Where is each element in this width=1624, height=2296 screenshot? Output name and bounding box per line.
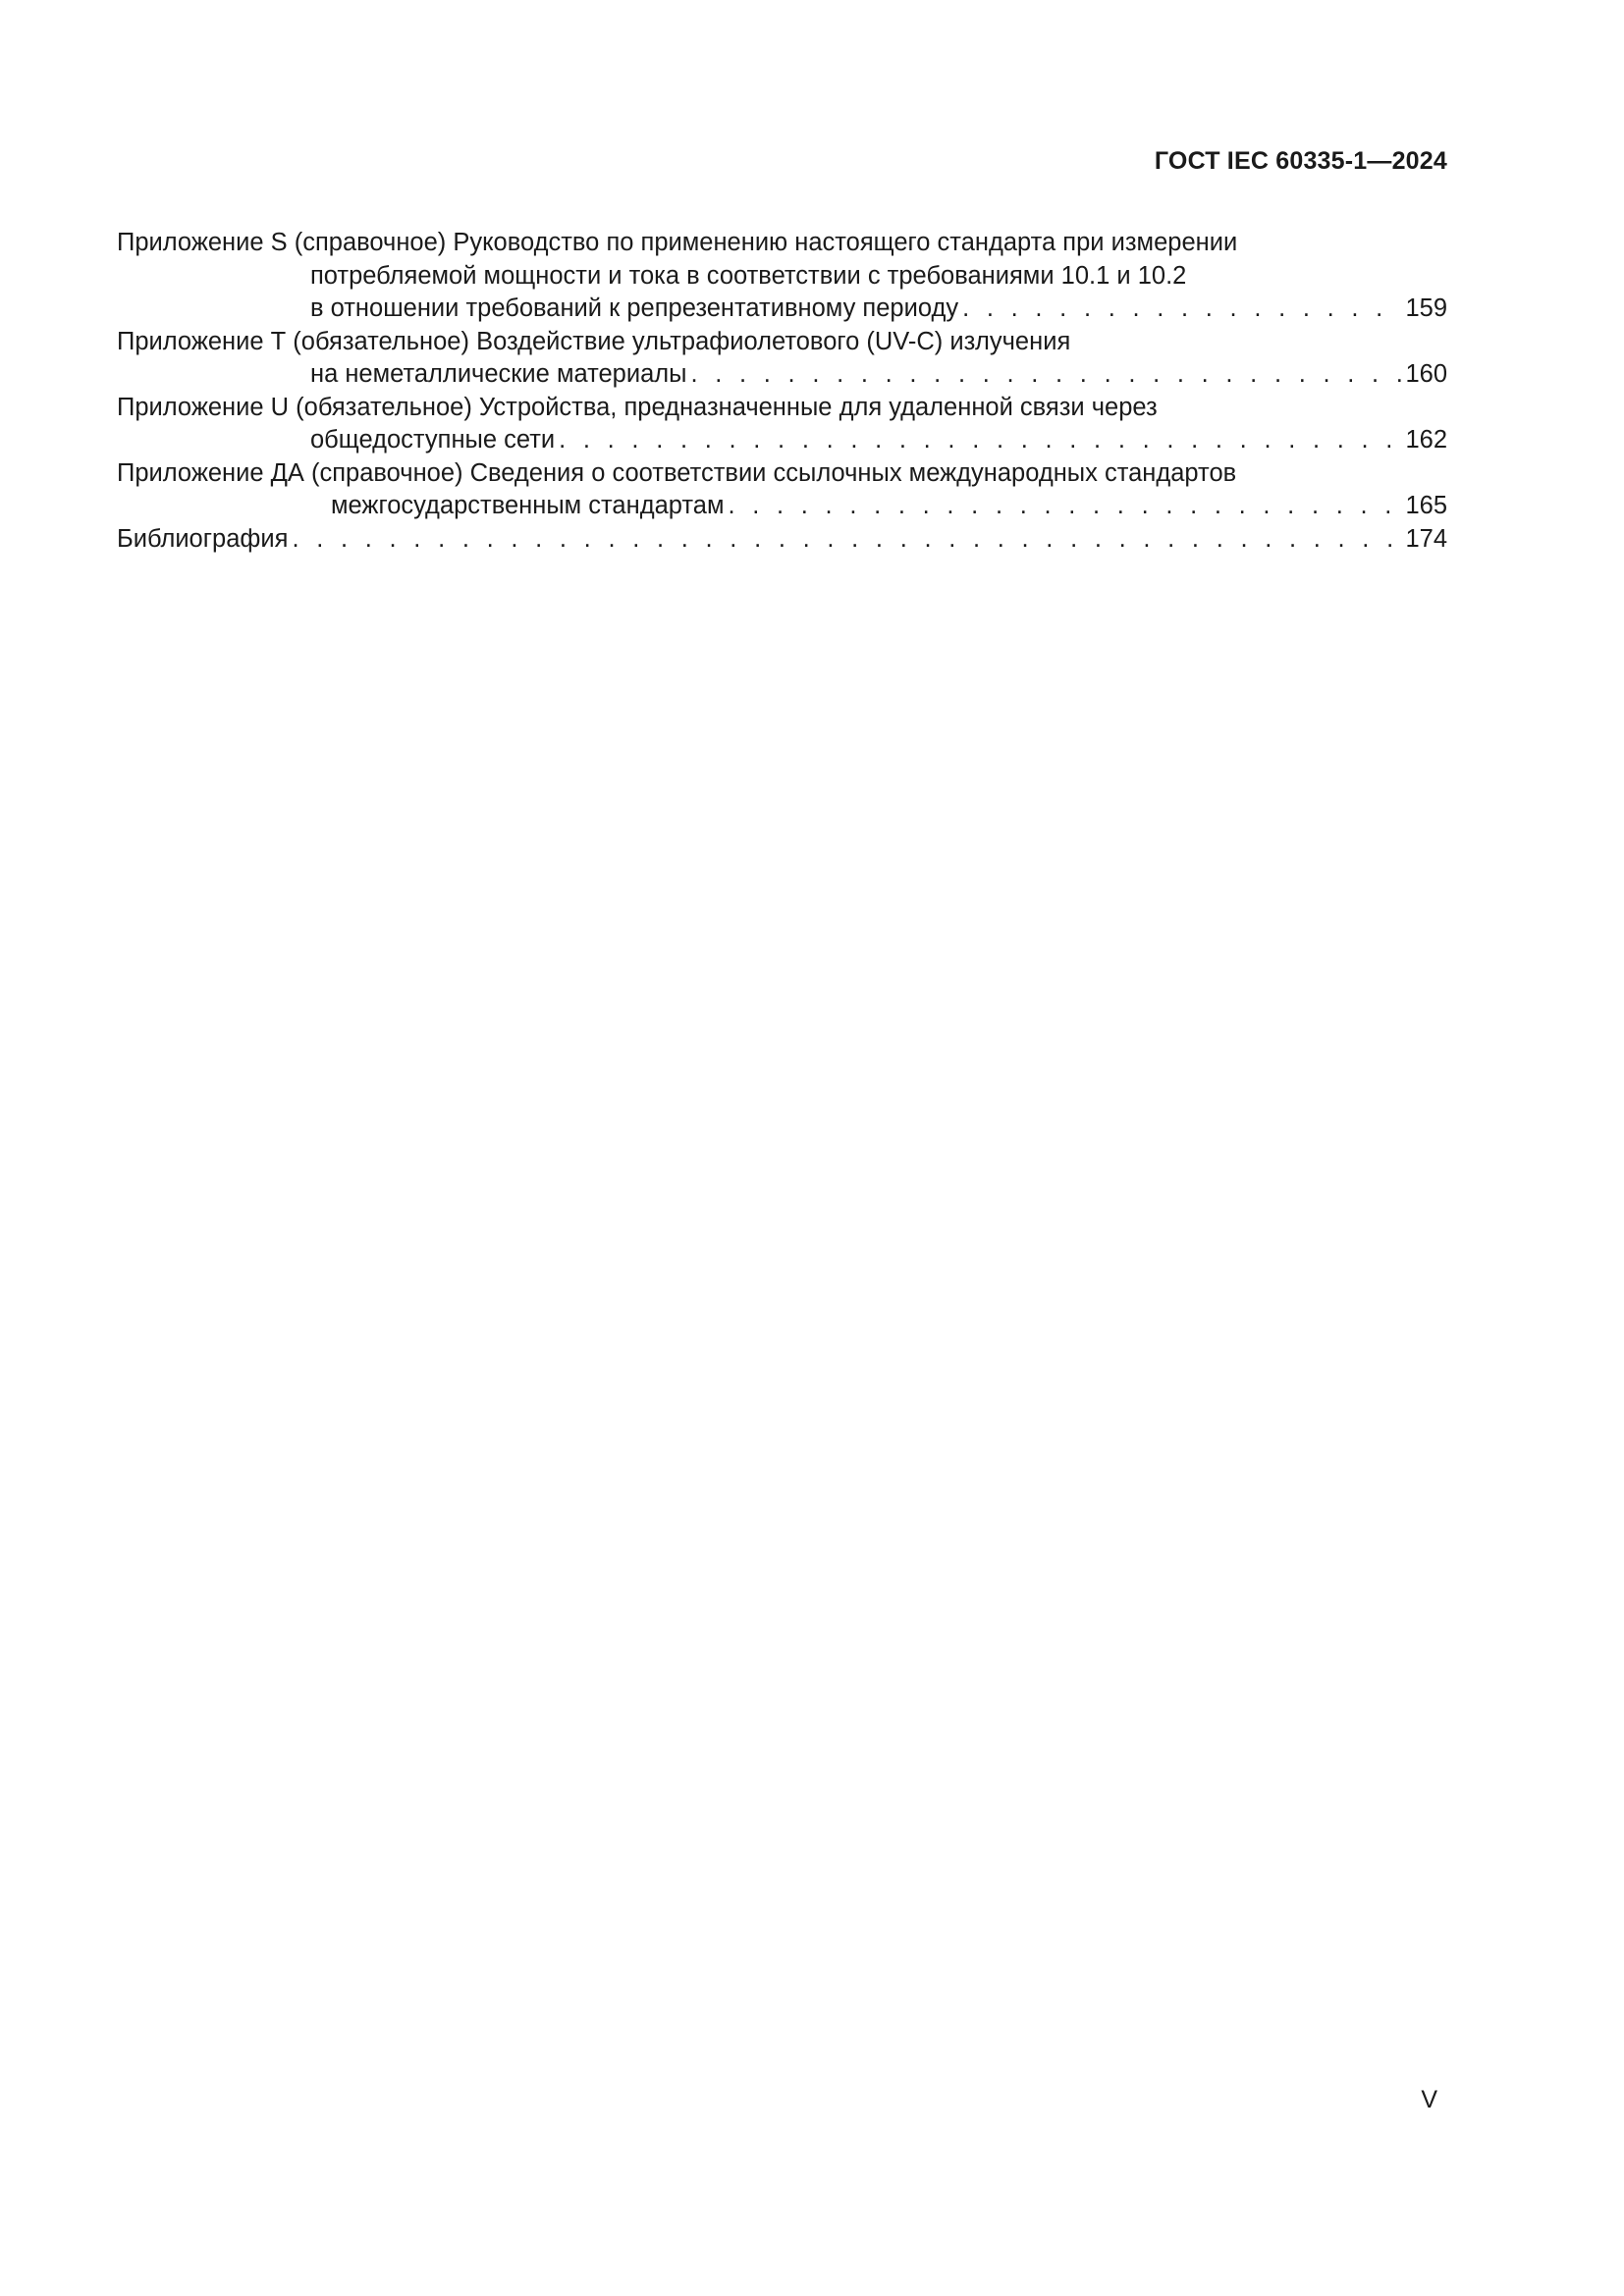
toc-entry-line <box>117 457 1447 491</box>
dot-leader <box>728 490 1401 523</box>
toc-entry-line <box>117 227 1447 260</box>
toc-entry-line <box>117 490 1447 523</box>
toc-page-number[interactable]: 159 <box>1405 294 1447 322</box>
toc-entry-annex-u[interactable] <box>117 392 1447 457</box>
toc-entry-text: на неметаллические материалы <box>310 360 687 388</box>
toc-entry-text: потребляемой мощности и тока в соответствии с требованиями 10.1 и 10.2 <box>310 261 1187 290</box>
toc-entry-annex-da[interactable] <box>117 457 1447 523</box>
document-header-code: ГОСТ IEC 60335-1—2024 <box>1154 147 1447 175</box>
toc-entry-text: Библиография <box>117 524 289 553</box>
toc-entry-text: Приложение S (справочное) Руководство по применению настоящего стандарта при измерении <box>117 229 1238 256</box>
toc-page-number[interactable]: 160 <box>1405 360 1447 388</box>
toc-entry-line <box>117 424 1447 457</box>
toc-page-number[interactable]: 165 <box>1405 492 1447 519</box>
dot-leader <box>962 293 1401 326</box>
toc-entry-text: Приложение Т (обязательное) Воздействие ультрафиолетового (UV-C) излучения <box>117 327 1071 355</box>
toc-entry-text: Приложение U (обязательное) Устройства, предназначенные для удаленной связи через <box>117 393 1158 421</box>
toc-entry-line <box>117 260 1447 294</box>
toc-page-number[interactable]: 162 <box>1405 426 1447 454</box>
toc-entry-annex-s[interactable] <box>117 227 1447 326</box>
table-of-contents <box>117 227 1447 556</box>
toc-entry-text: межгосударственным стандартам <box>331 492 725 519</box>
toc-entry-line <box>117 293 1447 326</box>
page-number: V <box>1421 2086 1437 2113</box>
dot-leader <box>292 523 1401 557</box>
toc-entry-text: в отношении требований к репрезентативному периоду <box>310 294 959 322</box>
toc-page-number[interactable]: 174 <box>1405 524 1447 553</box>
toc-entry-annex-t[interactable] <box>117 326 1447 392</box>
dot-leader <box>690 358 1401 392</box>
toc-entry-line <box>117 358 1447 392</box>
toc-entry-bibliography[interactable] <box>117 523 1447 557</box>
dot-leader <box>559 424 1401 457</box>
toc-entry-line <box>117 392 1447 425</box>
toc-entry-text: общедоступные сети <box>310 426 556 454</box>
toc-entry-line <box>117 523 1447 557</box>
toc-entry-text: Приложение ДА (справочное) Сведения о соответствии ссылочных международных стандартов <box>117 458 1237 487</box>
toc-entry-line <box>117 326 1447 359</box>
